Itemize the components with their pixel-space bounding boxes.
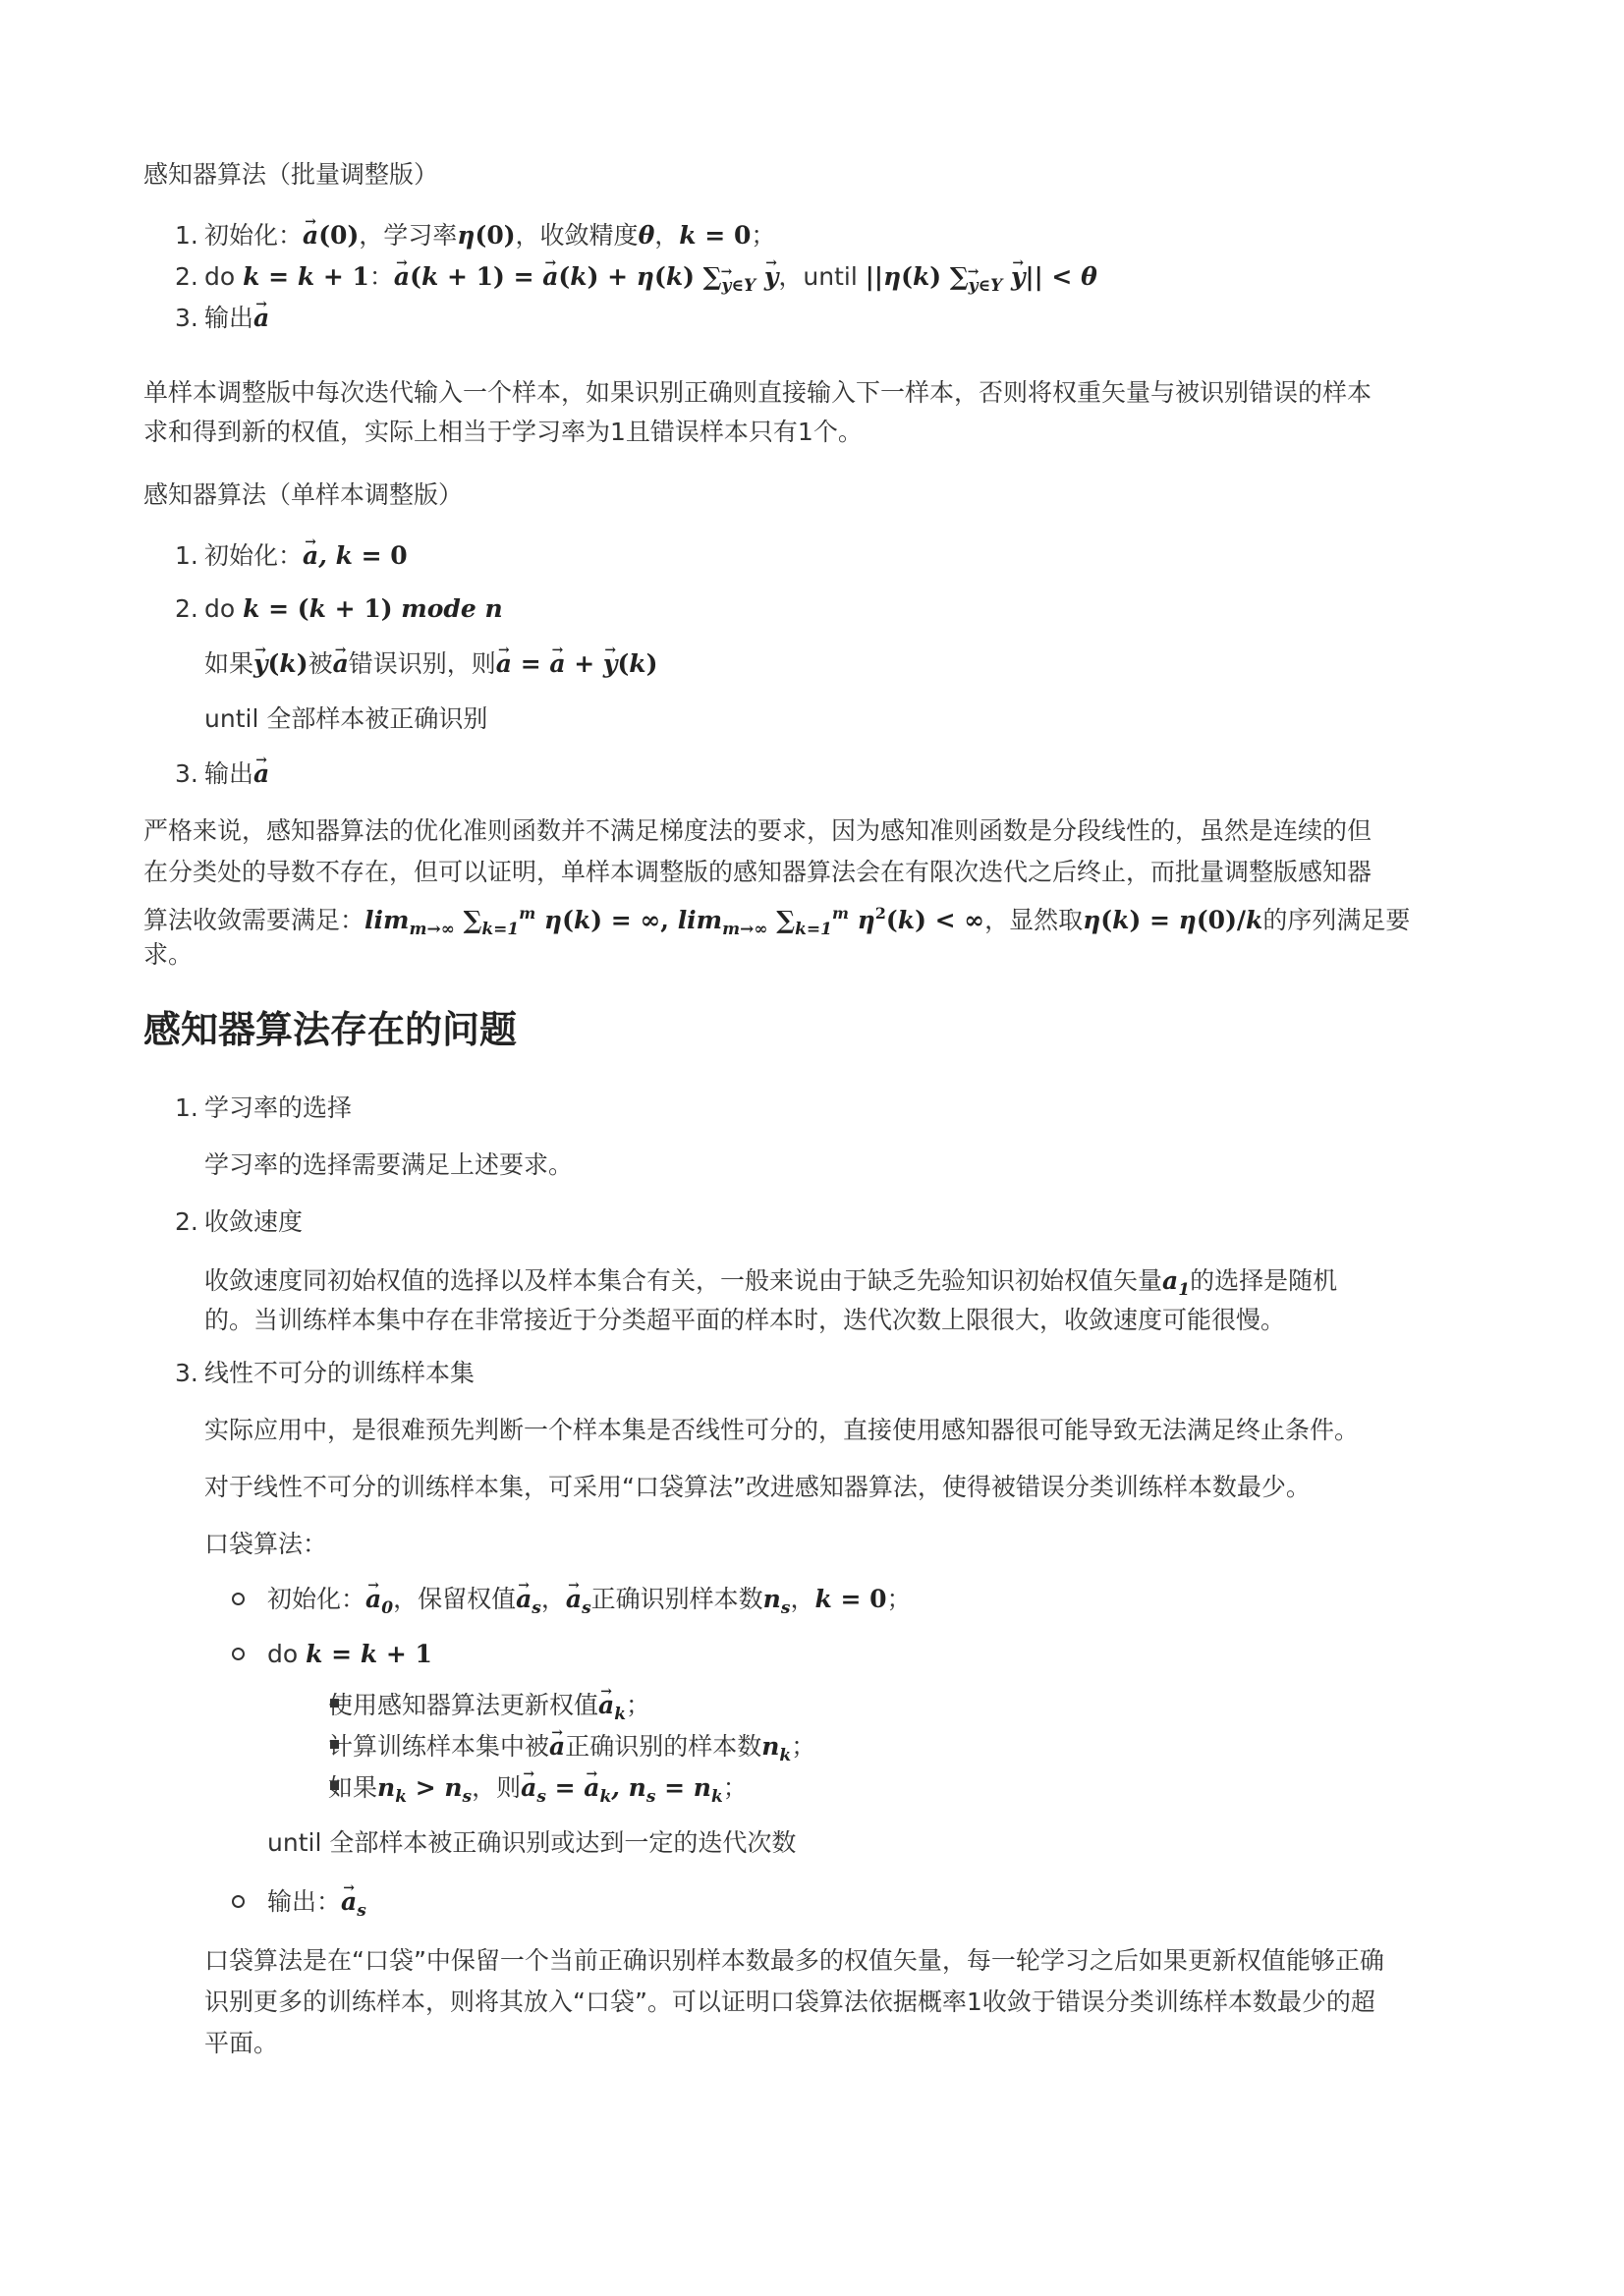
pocket-step-output: 输出：→ $a_s$ — [267, 1882, 366, 1931]
problem-2-text-line-1: 收敛速度同初始权值的选择以及样本集合有关，一般来说由于缺乏先验知识初始权值矢量$a_1$的选择是随机 — [204, 1266, 1338, 1300]
batch-title: 感知器算法（批量调整版） — [143, 160, 439, 189]
single-step-1: 1. 初始化：→ a, k = 0 — [175, 536, 408, 576]
pocket-substep-2: 计算训练样本集中被→ a正确识别的样本数$n_k$； — [328, 1727, 815, 1775]
paragraph-convergence-line-4: 求。 — [143, 940, 194, 969]
paragraph-convergence-line-2: 在分类处的导数不存在，但可以证明，单样本调整版的感知器算法会在有限次迭代之后终止，而批量调整版感知器 — [143, 858, 1372, 886]
single-step-3: 3. 输出→ a — [175, 755, 269, 794]
single-title: 感知器算法（单样本调整版） — [143, 480, 464, 509]
pocket-step-do: do k = k + 1 — [267, 1640, 432, 1668]
problem-3-title: 3. 线性不可分的训练样本集 — [175, 1359, 476, 1387]
batch-step-2: 2. do k = k + 1：→ a(k + 1) = → a(k) + η(k) ∑→ $_{y\in Y}$ → y，until ||η(k) ∑→ $_{y\in Y}$ → y|| < θ — [175, 257, 1097, 306]
problem-1-title: 1. 学习率的选择 — [175, 1093, 353, 1122]
section-heading: 感知器算法存在的问题 — [143, 1008, 518, 1051]
problem-2-title: 2. 收敛速度 — [175, 1207, 304, 1236]
batch-step-1: 1. 初始化：→ a(0)，学习率η(0)，收敛精度θ，k = 0； — [175, 216, 775, 255]
pocket-summary-line-3: 平面。 — [204, 2029, 279, 2057]
problem-3-text-2: 对于线性不可分的训练样本集，可采用“口袋算法”改进感知器算法，使得被错误分类训练样本数最少。 — [204, 1473, 1311, 1501]
problem-2-text-line-2: 的。当训练样本集中存在非常接近于分类超平面的样本时，迭代次数上限很大，收敛速度可能很慢。 — [204, 1306, 1286, 1334]
bullet-circle-icon — [232, 1593, 245, 1605]
pocket-step-init: 初始化：→ $a_0$，保留权值→ $a_s$，→ $a_s$正确识别样本数$n_s$，k = 0； — [267, 1580, 912, 1628]
pocket-summary-line-2: 识别更多的训练样本，则将其放入“口袋”。可以证明口袋算法依据概率1收敛于错误分类训练样本数最少的超 — [204, 1988, 1375, 2016]
single-step-2-if: 如果→ y(k)被→ a错误识别，则→ a = → a + → y(k) — [204, 644, 657, 684]
bullet-circle-icon — [232, 1895, 245, 1908]
paragraph-single-sample-line-2: 求和得到新的权值，实际上相当于学习率为1且错误样本只有1个。 — [143, 418, 863, 446]
single-step-2-until: until 全部样本被正确识别 — [204, 704, 488, 733]
pocket-label: 口袋算法： — [204, 1530, 328, 1558]
paragraph-convergence-line-3: 算法收敛需要满足：$\lim_{m\to\infty} \sum_{k=1}^m$ η(k) = ∞, $\lim_{m\to\infty} \sum_{k=1}^m$ $\eta^2(k)$ < ∞，显然取η(k) = η(0)/k的序列满足要 — [143, 904, 1411, 939]
problem-3-text-1: 实际应用中，是很难预先判断一个样本集是否线性可分的，直接使用感知器很可能导致无法满足终止条件。 — [204, 1416, 1360, 1444]
batch-step-3: 3. 输出→ a — [175, 299, 269, 338]
paragraph-single-sample-line-1: 单样本调整版中每次迭代输入一个样本，如果识别正确则直接输入下一样本，否则将权重矢量与被识别错误的样本 — [143, 378, 1372, 407]
pocket-until: until 全部样本被正确识别或达到一定的迭代次数 — [267, 1828, 797, 1857]
single-step-2: 2. do k = (k + 1) mode n — [175, 594, 503, 623]
paragraph-convergence-line-1: 严格来说，感知器算法的优化准则函数并不满足梯度法的要求，因为感知准则函数是分段线性的，虽然是连续的但 — [143, 816, 1372, 845]
bullet-circle-icon — [232, 1648, 245, 1660]
pocket-substep-3: 如果$n_k > n_s$，则→ $a_s$ = → $a_k$, $n_s = n_k$； — [328, 1768, 748, 1817]
problem-1-text: 学习率的选择需要满足上述要求。 — [204, 1150, 574, 1179]
pocket-summary-line-1: 口袋算法是在“口袋”中保留一个当前正确识别样本数最多的权值矢量，每一轮学习之后如果更新权值能够正确 — [204, 1946, 1384, 1975]
pocket-substep-1: 使用感知器算法更新权值→ $a_k$； — [328, 1686, 650, 1734]
